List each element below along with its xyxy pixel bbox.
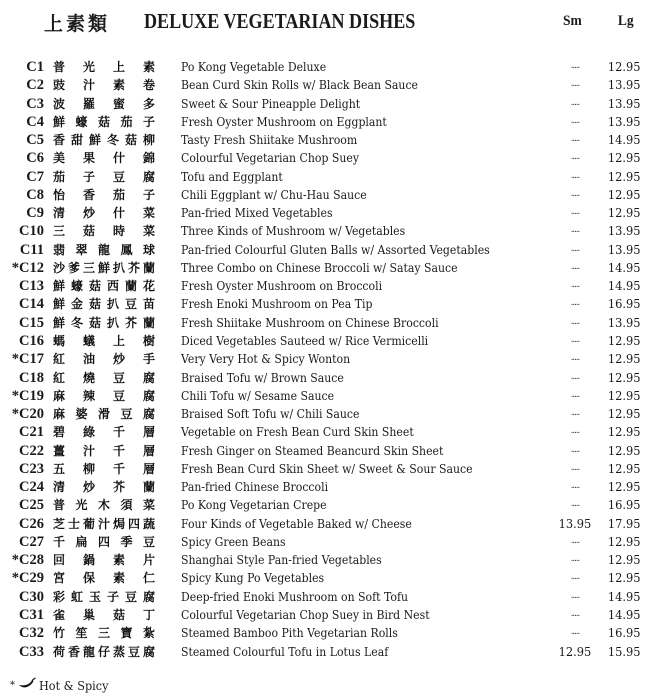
item-code: *C17 [11, 351, 44, 368]
item-price-small: ..... [570, 207, 580, 218]
item-chinese-name: 清炒芥蘭 [53, 480, 155, 495]
item-price-small: ..... [570, 608, 580, 619]
item-price-large: 12.95 [607, 406, 640, 422]
item-code: C1 [26, 59, 44, 75]
column-header-large: Lg [617, 13, 634, 29]
item-price-large: 12.95 [607, 442, 640, 458]
item-price-small: 12.95 [558, 643, 592, 659]
item-price-large: 13.95 [607, 241, 640, 257]
item-price-small: ..... [570, 444, 580, 455]
item-price-small: ..... [570, 353, 580, 364]
item-english-name: Fresh Enoki Mushroom on Pea Tip [181, 296, 373, 312]
item-english-name: Po Kong Vegetarian Crepe [181, 497, 327, 513]
item-chinese-name: 美果什錦 [53, 151, 155, 166]
item-english-name: Colourful Vegetarian Chop Suey in Bird Nest [181, 606, 430, 622]
menu-item-row [0, 113, 650, 131]
item-price-large: 14.95 [607, 278, 640, 294]
item-chinese-name: 怡香茄子 [53, 187, 155, 202]
item-price-large: 12.95 [607, 424, 640, 440]
item-price-large: 12.95 [607, 552, 640, 568]
item-price-large: 14.95 [607, 259, 640, 275]
item-price-large: 17.95 [607, 515, 640, 531]
item-price-small: ..... [570, 152, 580, 163]
item-price-large: 12.95 [607, 369, 640, 385]
item-price-small: ..... [570, 481, 580, 492]
menu-item-row [0, 387, 650, 405]
menu-item-row [0, 423, 650, 441]
item-price-small: ..... [570, 243, 580, 254]
item-price-small: ..... [570, 334, 580, 345]
item-chinese-name: 紅燒豆腐 [53, 370, 155, 385]
item-code: C33 [19, 643, 44, 660]
menu-item-row [0, 442, 650, 460]
item-price-large: 16.95 [607, 296, 640, 312]
item-chinese-name: 普光上素 [53, 60, 155, 74]
item-code: C16 [19, 332, 44, 349]
menu-item-row [0, 277, 650, 295]
item-chinese-name: 宮保素仁 [53, 571, 155, 586]
menu-header [0, 0, 650, 40]
column-header-small: Sm [563, 13, 582, 29]
item-english-name: Fresh Bean Curd Skin Sheet w/ Sweet & Sour Sauce [181, 460, 473, 476]
menu-item-row [0, 643, 650, 661]
item-code: C27 [19, 533, 44, 550]
item-price-large: 13.95 [607, 95, 640, 111]
menu-item-row [0, 588, 650, 606]
item-english-name: Fresh Ginger on Steamed Beancurd Skin Sheet [181, 442, 444, 458]
item-chinese-name: 螞蟻上樹 [53, 333, 155, 348]
menu-item-row [0, 149, 650, 167]
item-code: C22 [19, 442, 44, 459]
item-price-small: ..... [570, 389, 580, 400]
item-chinese-name: 荷香龍仔蒸豆腐 [53, 644, 155, 659]
menu-item-row [0, 186, 650, 204]
item-chinese-name: 彩虹玉子豆腐 [53, 589, 155, 604]
item-english-name: Pan-fried Colourful Gluten Balls w/ Assorted Vegetables [181, 241, 490, 257]
item-chinese-name: 沙爹三鮮扒芥蘭 [53, 260, 155, 275]
menu-item-row [0, 204, 650, 222]
menu-item-row [0, 369, 650, 387]
item-code: C15 [19, 314, 44, 331]
menu-item-row [0, 533, 650, 551]
chili-pepper-icon [17, 677, 37, 694]
menu-item-row [0, 624, 650, 642]
item-price-large: 13.95 [607, 77, 640, 93]
item-english-name: Very Very Hot & Spicy Wonton [181, 351, 351, 367]
item-price-small: ..... [570, 261, 580, 272]
menu-item-row [0, 131, 650, 149]
item-code: *C28 [11, 552, 44, 569]
item-price-large: 16.95 [607, 625, 640, 641]
item-english-name: Pan-fried Mixed Vegetables [181, 205, 333, 221]
menu-item-row [0, 314, 650, 332]
item-english-name: Tasty Fresh Shiitake Mushroom [181, 132, 358, 148]
item-price-small: ..... [570, 535, 580, 546]
item-chinese-name: 薑汁千層 [53, 443, 155, 458]
item-chinese-name: 紅油炒手 [53, 352, 155, 367]
item-english-name: Bean Curd Skin Rolls w/ Black Bean Sauce [181, 77, 419, 93]
menu-item-row [0, 295, 650, 313]
item-english-name: Three Combo on Chinese Broccoli w/ Satay Sauce [181, 259, 458, 275]
item-code: C6 [26, 150, 44, 167]
menu-item-row [0, 569, 650, 587]
item-code: C14 [19, 296, 44, 313]
menu-item-row [0, 606, 650, 624]
menu-item-row [0, 551, 650, 569]
item-price-small: ..... [570, 298, 580, 309]
legend-label: Hot & Spicy [39, 677, 109, 693]
item-code: C24 [19, 479, 44, 496]
item-price-small: ..... [570, 280, 580, 291]
item-price-small: ..... [570, 426, 580, 437]
item-chinese-name: 普光木須菜 [53, 498, 155, 513]
item-chinese-name: 清炒什菜 [53, 206, 155, 221]
item-price-large: 12.95 [607, 150, 640, 166]
item-price-large: 12.95 [607, 479, 640, 495]
menu-item-row [0, 222, 650, 240]
item-english-name: Steamed Colourful Tofu in Lotus Leaf [181, 643, 389, 659]
item-price-large: 12.95 [607, 570, 640, 586]
item-english-name: Shanghai Style Pan-fried Vegetables [181, 552, 382, 568]
item-chinese-name: 竹笙三寶紮 [53, 626, 155, 641]
item-price-small: ..... [570, 371, 580, 382]
menu-item-list [0, 58, 650, 661]
item-price-large: 13.95 [607, 223, 640, 239]
item-price-small: ..... [570, 170, 580, 181]
item-english-name: Diced Vegetables Sauteed w/ Rice Vermicelli [181, 332, 429, 348]
item-chinese-name: 鮮金菇扒豆苗 [53, 297, 155, 312]
item-price-small: ..... [570, 590, 580, 601]
item-chinese-name: 千扁四季豆 [53, 534, 155, 549]
item-code: C2 [26, 77, 44, 94]
item-price-small: ..... [570, 115, 580, 126]
item-price-small: ..... [570, 627, 580, 638]
item-code: C31 [19, 606, 44, 623]
item-english-name: Chili Eggplant w/ Chu-Hau Sauce [181, 186, 367, 202]
item-price-small: ..... [570, 572, 580, 583]
item-price-small: ..... [570, 188, 580, 199]
legend [10, 675, 116, 695]
item-price-large: 15.95 [607, 643, 640, 659]
menu-item-row [0, 515, 650, 533]
item-english-name: Spicy Kung Po Vegetables [181, 570, 325, 586]
item-code: C5 [26, 132, 44, 149]
item-code: C11 [19, 241, 44, 258]
item-code: C13 [19, 278, 44, 295]
item-price-large: 13.95 [607, 314, 640, 330]
item-price-small: ..... [570, 97, 580, 108]
item-price-large: 12.95 [607, 59, 640, 74]
item-chinese-name: 茄子豆腐 [53, 169, 155, 184]
item-price-small: ..... [570, 134, 580, 145]
item-chinese-name: 鮮蠔菇茄子 [53, 114, 155, 129]
item-price-large: 13.95 [607, 113, 640, 129]
item-price-small: ..... [570, 499, 580, 510]
item-english-name: Spicy Green Beans [181, 533, 286, 549]
item-chinese-name: 鮮蠔菇西蘭花 [53, 279, 155, 294]
item-code: *C19 [11, 387, 44, 404]
item-chinese-name: 回鍋素片 [53, 553, 155, 568]
item-price-small: ..... [570, 61, 580, 71]
item-price-small: ..... [570, 408, 580, 419]
item-code: *C12 [11, 259, 44, 276]
item-chinese-name: 麻辣豆腐 [53, 388, 155, 403]
item-chinese-name: 波羅蜜多 [53, 96, 155, 111]
item-english-name: Deep-fried Enoki Mushroom on Soft Tofu [181, 588, 409, 604]
item-chinese-name: 香甜鮮冬菇柳 [53, 133, 155, 148]
item-english-name: Four Kinds of Vegetable Baked w/ Cheese [181, 515, 412, 531]
item-price-large: 14.95 [607, 588, 640, 604]
section-chinese-title: 上素類 [44, 13, 111, 35]
item-code: C18 [19, 369, 44, 386]
item-price-large: 12.95 [607, 387, 640, 403]
item-code: C4 [26, 113, 44, 130]
item-chinese-name: 碧綠千層 [53, 425, 155, 440]
item-english-name: Po Kong Vegetable Deluxe [181, 59, 327, 74]
item-price-small: 13.95 [558, 515, 592, 531]
item-code: C3 [26, 95, 44, 112]
menu-item-row [0, 241, 650, 259]
menu-item-row [0, 76, 650, 94]
item-chinese-name: 三菇時菜 [53, 224, 155, 239]
item-code: C21 [19, 424, 44, 441]
item-chinese-name: 豉汁素卷 [53, 78, 155, 93]
item-code: C26 [19, 515, 44, 532]
item-chinese-name: 雀巢菇丁 [53, 607, 155, 622]
item-english-name: Pan-fried Chinese Broccoli [181, 479, 329, 495]
legend-marker: * [10, 679, 15, 691]
item-price-large: 12.95 [607, 533, 640, 549]
item-code: C23 [19, 460, 44, 477]
item-english-name: Fresh Oyster Mushroom on Eggplant [181, 113, 387, 129]
item-price-large: 14.95 [607, 606, 640, 622]
item-price-large: 14.95 [607, 132, 640, 148]
item-code: C7 [26, 168, 44, 185]
item-chinese-name: 麻婆滑豆腐 [53, 407, 155, 422]
item-english-name: Steamed Bamboo Pith Vegetarian Rolls [181, 625, 398, 641]
item-english-name: Three Kinds of Mushroom w/ Vegetables [181, 223, 406, 239]
item-price-large: 16.95 [607, 497, 640, 513]
item-code: C30 [19, 588, 44, 605]
item-price-large: 12.95 [607, 205, 640, 221]
item-code: C25 [19, 497, 44, 514]
menu-item-row [0, 478, 650, 496]
item-price-large: 12.95 [607, 460, 640, 476]
menu-item-row [0, 259, 650, 277]
item-english-name: Braised Tofu w/ Brown Sauce [181, 369, 344, 385]
item-code: C32 [19, 625, 44, 642]
item-price-large: 12.95 [607, 186, 640, 202]
item-chinese-name: 芝士葡汁焗四蔬 [53, 516, 155, 531]
item-english-name: Tofu and Eggplant [181, 168, 283, 184]
item-price-large: 12.95 [607, 168, 640, 184]
item-chinese-name: 鮮冬菇扒芥蘭 [53, 315, 155, 330]
item-code: *C20 [11, 406, 44, 423]
item-price-small: ..... [570, 316, 580, 327]
item-english-name: Colourful Vegetarian Chop Suey [181, 150, 360, 166]
item-price-small: ..... [570, 225, 580, 236]
item-chinese-name: 五柳千層 [53, 461, 155, 476]
item-price-large: 12.95 [607, 332, 640, 348]
item-code: C10 [19, 223, 44, 240]
item-code: *C29 [11, 570, 44, 587]
item-code: C9 [26, 205, 44, 222]
menu-item-row [0, 460, 650, 478]
menu-item-row [0, 350, 650, 368]
item-price-small: ..... [570, 79, 580, 90]
item-code: C8 [26, 186, 44, 203]
menu-item-row [0, 168, 650, 186]
item-price-small: ..... [570, 554, 580, 565]
item-english-name: Fresh Shiitake Mushroom on Chinese Broccoli [181, 314, 439, 330]
menu-item-row [0, 95, 650, 113]
item-english-name: Fresh Oyster Mushroom on Broccoli [181, 278, 383, 294]
menu-item-row [0, 332, 650, 350]
item-english-name: Sweet & Sour Pineapple Delight [181, 95, 361, 111]
menu-item-row [0, 58, 650, 76]
item-english-name: Braised Soft Tofu w/ Chili Sauce [181, 406, 360, 422]
menu-item-row [0, 405, 650, 423]
item-english-name: Vegetable on Fresh Bean Curd Skin Sheet [181, 424, 414, 440]
menu-item-row [0, 496, 650, 514]
item-chinese-name: 翡翠龍鳳球 [53, 242, 155, 257]
item-price-large: 12.95 [607, 351, 640, 367]
item-price-small: ..... [570, 462, 580, 473]
section-title: DELUXE VEGETARIAN DISHES [144, 9, 416, 33]
item-english-name: Chili Tofu w/ Sesame Sauce [181, 387, 335, 403]
